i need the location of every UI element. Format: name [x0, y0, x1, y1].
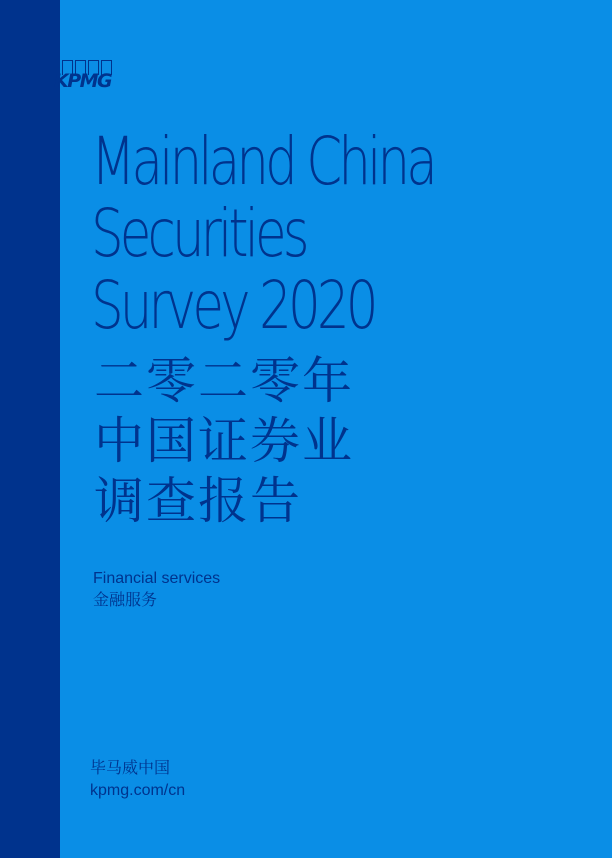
company-name: 毕马威中国	[90, 760, 171, 777]
title-en-line-3: Survey 2020	[91, 267, 375, 344]
category-zh: 金融服务	[93, 592, 158, 609]
category-label	[93, 568, 220, 612]
website-link[interactable]: kpmg.com/cn	[90, 782, 186, 799]
title-en-line-2: Securities	[91, 195, 306, 272]
logo-text: KPMG	[54, 70, 112, 92]
title-zh-line-2: 中国证券业	[94, 412, 354, 470]
title-english	[91, 123, 434, 344]
side-band	[0, 0, 60, 858]
kpmg-logo	[54, 60, 164, 90]
title-zh-line-1: 二零二零年	[94, 352, 354, 410]
title-en-line-1: Mainland China	[91, 123, 434, 200]
footer	[90, 758, 185, 802]
title-chinese	[94, 351, 354, 531]
category-en: Financial services	[93, 570, 221, 587]
title-zh-line-3: 调查报告	[94, 472, 302, 530]
